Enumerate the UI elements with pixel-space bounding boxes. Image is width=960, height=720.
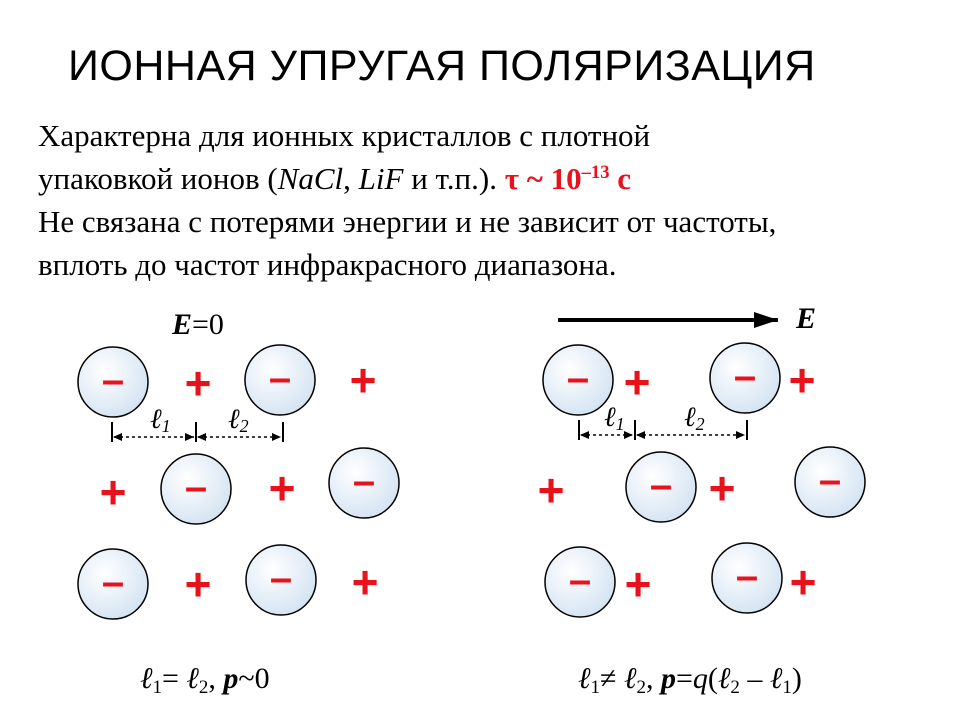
cation-plus: +	[623, 356, 651, 408]
description-line-4: вплоть до частот инфракрасного диапазона.	[38, 247, 617, 282]
minus-sign: –	[184, 465, 208, 509]
l1-label: ℓ1	[150, 404, 171, 436]
right-ions	[538, 343, 865, 617]
minus-sign: –	[733, 354, 757, 398]
right-caption: ℓ1≠ ℓ2, p=q(ℓ2 – ℓ1)	[578, 662, 802, 698]
minus-sign: –	[735, 554, 759, 598]
minus-sign: –	[568, 558, 592, 602]
minus-sign: –	[566, 356, 590, 400]
right-distance-markers	[579, 402, 747, 440]
lif-formula: LiF	[358, 161, 404, 196]
minus-sign: –	[268, 356, 292, 400]
left-distance-markers	[112, 404, 283, 442]
minus-sign: –	[101, 358, 125, 402]
cation-plus: +	[99, 466, 127, 518]
l2-label: ℓ2	[228, 404, 249, 436]
description-line-3: Не связана с потерями энергии и не зависит от частоты,	[38, 204, 777, 239]
cation-plus: +	[349, 354, 377, 406]
page-title: ИОННАЯ УПРУГАЯ ПОЛЯРИЗАЦИЯ	[68, 42, 816, 90]
cation-plus: +	[268, 462, 296, 514]
cation-plus: +	[789, 556, 817, 608]
left-field-label: E=0	[172, 308, 224, 341]
cation-plus: +	[537, 464, 565, 516]
description-line-2: упаковкой ионов (NaCl, LiF и т.п.). τ ~ $10^{-13}$ с	[38, 161, 632, 196]
description-line-1: Характерна для ионных кристаллов с плотной	[38, 118, 651, 153]
cation-plus: +	[624, 558, 652, 610]
cation-plus: +	[708, 462, 736, 514]
left-ions	[78, 345, 399, 619]
minus-sign: –	[818, 458, 842, 502]
cation-plus: +	[788, 354, 816, 406]
cation-plus: +	[184, 558, 212, 610]
minus-sign: –	[352, 459, 376, 503]
relaxation-time: τ ~ $10^{-13}$ с	[504, 161, 632, 196]
right-field-label: E	[796, 302, 817, 335]
minus-sign: –	[101, 560, 125, 604]
minus-sign: –	[649, 463, 673, 507]
cation-plus: +	[184, 357, 212, 409]
cation-plus: +	[351, 556, 379, 608]
l2-label: ℓ2	[684, 402, 705, 434]
left-caption: ℓ1= ℓ2, p~0	[140, 662, 270, 698]
l1-label: ℓ1	[604, 402, 625, 434]
minus-sign: –	[269, 556, 293, 600]
nacl-formula: NaCl	[277, 161, 344, 196]
